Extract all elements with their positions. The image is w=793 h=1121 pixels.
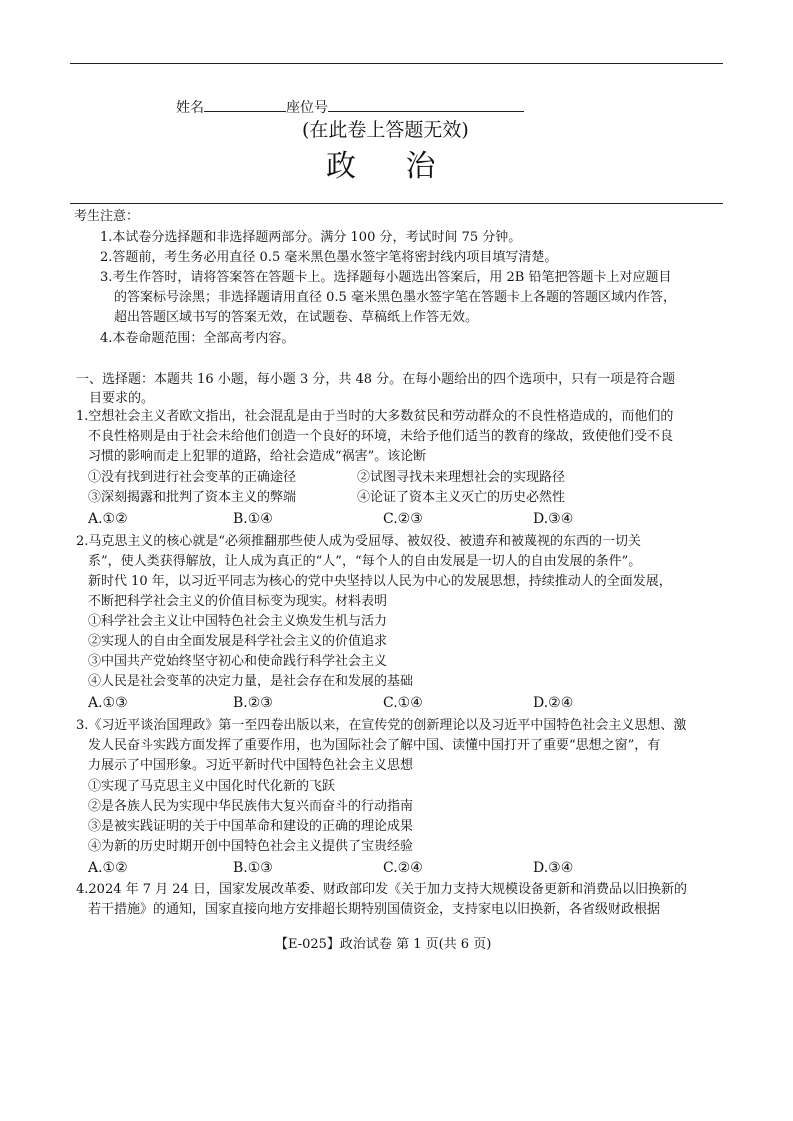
- statement-2: ②实现人的自由全面发展是科学社会主义的价值追求: [88, 634, 388, 649]
- notice-item: 3.考生作答时，请将答案答在答题卡上。选择题每小题选出答案后，用 2B 铅笔把答题卡上对应题目: [100, 270, 672, 285]
- name-seat-line: [176, 97, 524, 118]
- option-c: C.②④: [383, 860, 423, 876]
- notice-item: 4.本卷命题范围：全部高考内容。: [100, 331, 295, 346]
- statement-3: ③中国共产党始终坚守初心和使命践行科学社会主义: [88, 654, 388, 669]
- name-label: 姓名: [176, 100, 204, 116]
- question-text: 力展示了中国形象。习近平新时代中国特色社会主义思想: [88, 758, 414, 773]
- notice-item: 1.本试卷分选择题和非选择题两部分。满分 100 分，考试时间 75 分钟。: [100, 230, 522, 245]
- question-text: 习惯的影响而走上犯罪的道路，给社会造成“祸害”。该论断: [88, 449, 427, 464]
- section-title-cont: 目要求的。: [89, 391, 155, 406]
- header-rule: [70, 203, 723, 204]
- notice-item: 的答案标号涂黑；非选择题请用直径 0.5 毫米黑色墨水签字笔在答题卡上各题的答题区域内作答，: [114, 290, 676, 305]
- statement-3: ③是被实践证明的关于中国革命和建设的正确的理论成果: [88, 819, 414, 834]
- option-d: D.②④: [533, 695, 574, 711]
- notice-title: 考生注意：: [74, 209, 140, 224]
- seat-blank: [328, 97, 524, 112]
- answer-options: [88, 509, 708, 529]
- statement-1: ①实现了马克思主义中国化时代化新的飞跃: [88, 779, 336, 794]
- section-title: 一、选择题：本题共 16 小题，每小题 3 分，共 48 分。在每小题给出的四个选项中，只有一项是符合题: [76, 372, 676, 387]
- answer-options: [88, 693, 708, 713]
- statement-3: ③深刻揭露和批判了资本主义的弊端: [88, 490, 297, 505]
- question-text: 3.《习近平谈治国理政》第一至四卷出版以来，在宣传党的创新理论以及习近平中国特色社会主义思想、激: [76, 718, 687, 733]
- seat-label: 座位号: [286, 100, 328, 116]
- option-a: A.①②: [88, 860, 128, 876]
- statement-4: ④人民是社会变革的决定力量，是社会存在和发展的基础: [88, 674, 414, 689]
- option-c: C.②③: [383, 511, 423, 527]
- top-rule: [70, 63, 723, 64]
- option-d: D.③④: [533, 860, 574, 876]
- option-b: B.①④: [233, 511, 273, 527]
- question-text: 1.空想社会主义者欧文指出，社会混乱是由于当时的大多数贫民和劳动群众的不良性格造成的，而他们的: [76, 409, 674, 424]
- question-text: 系”，使人类获得解放，让人成为真正的“人”，“每个人的自由发展是一切人的自由发展的条件”。: [88, 554, 642, 569]
- answer-options: [88, 858, 708, 878]
- page-title: 政 治: [326, 149, 456, 184]
- option-b: B.②③: [233, 695, 273, 711]
- statement-1: ①没有找到进行社会变革的正确途径: [88, 470, 297, 485]
- question-text: 不断把科学社会主义的价值目标变为现实。材料表明: [88, 594, 388, 609]
- option-a: A.①③: [88, 695, 128, 711]
- question-text: 2.马克思主义的核心就是“必须推翻那些使人成为受屈辱、被奴役、被遗弃和被蔑视的东西的一切关: [76, 534, 642, 549]
- option-a: A.①②: [88, 511, 128, 527]
- statement-2: ②试图寻找未来理想社会的实现路径: [357, 470, 566, 485]
- invalid-notice: (在此卷上答题无效): [302, 119, 469, 141]
- notice-item: 2.答题前，考生务必用直径 0.5 毫米黑色墨水签字笔将密封线内项目填写清楚。: [100, 250, 558, 265]
- option-c: C.①④: [383, 695, 423, 711]
- question-text: 不良性格则是由于社会未给他们创造一个良好的环境，未给予他们适当的教育的缘故，致使他们受不良: [88, 429, 674, 444]
- statement-4: ④为新的历史时期开创中国特色社会主义提供了宝贵经验: [88, 839, 414, 854]
- option-b: B.①③: [233, 860, 273, 876]
- question-text: 若干措施》的通知，国家直接向地方安排超长期特别国债资金，支持家电以旧换新，各省级财政根据: [88, 902, 661, 917]
- question-text: 4.2024 年 7 月 24 日，国家发展改革委、财政部印发《关于加力支持大规模设备更新和消费品以旧换新的: [76, 882, 687, 897]
- statement-4: ④论证了资本主义灭亡的历史必然性: [357, 490, 566, 505]
- statement-1: ①科学社会主义让中国特色社会主义焕发生机与活力: [88, 614, 388, 629]
- name-blank: [204, 97, 286, 112]
- question-text: 新时代 10 年，以习近平同志为核心的党中央坚持以人民为中心的发展思想，持续推动人的全面发展，: [88, 574, 672, 589]
- option-d: D.③④: [533, 511, 574, 527]
- question-text: 发人民奋斗实践方面发挥了重要作用，也为国际社会了解中国、读懂中国打开了重要“思想之窗”，有: [88, 738, 661, 753]
- page-footer: 【E-025】政治试卷 第 1 页(共 6 页): [275, 937, 492, 952]
- statement-2: ②是各族人民为实现中华民族伟大复兴而奋斗的行动指南: [88, 799, 414, 814]
- notice-item: 超出答题区域书写的答案无效，在试题卷、草稿纸上作答无效。: [114, 310, 479, 325]
